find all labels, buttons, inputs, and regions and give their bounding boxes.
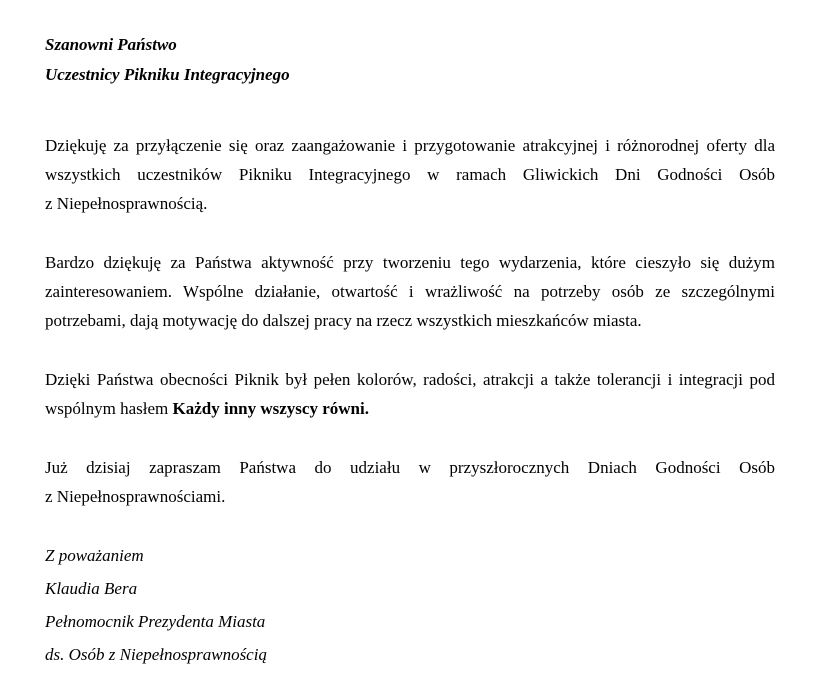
salutation-line-1: Szanowni Państwo xyxy=(45,35,177,54)
signature-closing: Z poważaniem xyxy=(45,546,144,565)
greeting-block xyxy=(45,30,775,89)
signature-name: Klaudia Bera xyxy=(45,579,138,598)
paragraph-motto-text: Dzięki Państwa obecności Piknik był pełen kolorów, radości, atrakcji a także tolerancji i integracji pod wspólnym hasłem xyxy=(45,370,775,418)
paragraph-engagement: Bardzo dziękuję za Państwa aktywność przy tworzeniu tego wydarzenia, które cieszyło się dużym zainteresowaniem. Wspólne działanie, otwartość i wrażliwość na potrzeby osób ze szczególnymi potrzebami, dają motywację do dalszej pracy na rzecz wszystkich mieszkańców miasta. xyxy=(45,253,775,330)
paragraph-invitation: Już dzisiaj zapraszam Państwa do udziału w przyszłorocznych Dniach Godności Osób z Niepełnosprawnościami. xyxy=(45,458,775,506)
signature-title-line-2: ds. Osób z Niepełnosprawnością xyxy=(45,645,267,664)
signature-block xyxy=(45,541,775,669)
salutation-line-2: Uczestnicy Pikniku Integracyjnego xyxy=(45,65,290,84)
motto-bold-text: Każdy inny wszyscy równi. xyxy=(172,399,369,418)
paragraph-motto xyxy=(45,365,775,423)
signature-title-line-1: Pełnomocnik Prezydenta Miasta xyxy=(45,612,266,631)
paragraph-thanks: Dziękuję za przyłączenie się oraz zaangażowanie i przygotowanie atrakcyjnej i różnorodnej oferty dla wszystkich uczestników Pikniku Integracyjnego w ramach Gliwickich Dni Godności Osób z Niepełnosprawnością. xyxy=(45,136,775,213)
